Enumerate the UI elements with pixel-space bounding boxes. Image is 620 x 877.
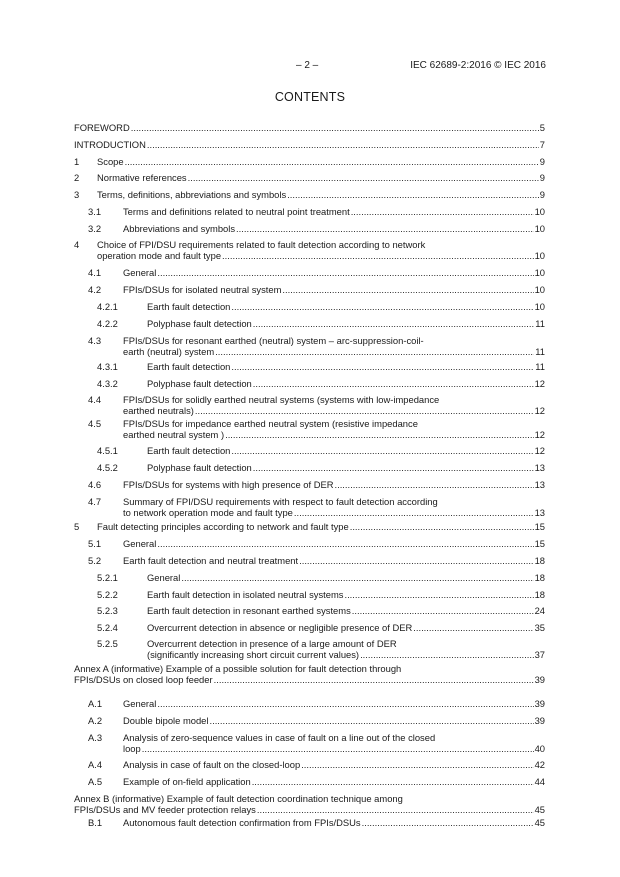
dot-leader <box>299 555 533 567</box>
toc-entry-number: 4.3.2 <box>97 378 118 389</box>
dot-leader <box>125 156 539 168</box>
toc-entry-title: Terms and definitions related to neutral point treatment <box>123 206 350 217</box>
toc-entry-page: 10 <box>534 223 545 234</box>
toc-entry-title: FPIs/DSUs for impedance earthed neutral system (resistive impedance <box>123 418 418 429</box>
toc-entry-title: Earth fault detection in resonant earthed systems <box>147 605 351 616</box>
toc-entry-title-continued: operation mode and fault type <box>97 250 222 261</box>
toc-entry-title: Polyphase fault detection <box>147 318 252 329</box>
toc-entry-number: 4.5 <box>88 418 102 429</box>
toc-entry-page: 12 <box>534 445 545 456</box>
toc-entry-number: 5.2 <box>88 555 102 566</box>
dot-leader <box>195 405 534 417</box>
toc-entry-page: 13 <box>534 507 545 518</box>
dot-leader <box>157 538 533 550</box>
toc-entry-title: Overcurrent detection in absence or negligible presence of DER <box>147 622 413 633</box>
toc-entry-title: INTRODUCTION <box>74 139 146 150</box>
toc-entry-number: 3.1 <box>88 206 102 217</box>
dot-leader <box>231 301 533 313</box>
dot-leader <box>362 817 534 829</box>
toc-entry-number: 4 <box>74 239 80 250</box>
toc-entry-title: Choice of FPI/DSU requirements related to fault detection according to network <box>97 239 426 250</box>
toc-entry-page: 39 <box>534 674 545 685</box>
toc-entry-title-continued: earthed neutrals) <box>123 405 194 416</box>
toc-entry-title: Double bipole model <box>123 715 209 726</box>
dot-leader <box>287 189 539 201</box>
toc-entry-page: 10 <box>534 284 545 295</box>
toc-entry-number: B.1 <box>88 817 103 828</box>
dot-leader <box>252 776 534 788</box>
dot-leader <box>334 479 533 491</box>
toc-entry-title: FPIs/DSUs for isolated neutral system <box>123 284 282 295</box>
dot-leader <box>351 206 534 218</box>
toc-entry-page: 11 <box>535 318 545 329</box>
toc-entry-page: 40 <box>534 743 545 754</box>
toc-entry-page: 39 <box>534 715 545 726</box>
toc-entry-number: 4.2.1 <box>97 301 118 312</box>
toc-entry-number: A.2 <box>88 715 103 726</box>
toc-entry-number: 3.2 <box>88 223 102 234</box>
toc-entry-number: 4.4 <box>88 394 102 405</box>
toc-entry-page: 35 <box>534 622 545 633</box>
toc-entry-title: FPIs/DSUs for solidly earthed neutral systems (systems with low-impedance <box>123 394 440 405</box>
toc-entry-page: 12 <box>534 405 545 416</box>
toc-entry-page: 11 <box>535 361 545 372</box>
toc-entry-number: 4.3 <box>88 335 102 346</box>
dot-leader <box>157 698 533 710</box>
toc-entry-number: 5.2.1 <box>97 572 118 583</box>
dot-leader <box>225 429 533 441</box>
dot-leader <box>188 172 539 184</box>
dot-leader <box>253 378 534 390</box>
dot-leader <box>131 122 539 134</box>
dot-leader <box>147 139 539 151</box>
dot-leader <box>231 361 534 373</box>
toc-entry-page: 45 <box>534 817 545 828</box>
dot-leader <box>344 589 533 601</box>
toc-entry-number: 4.1 <box>88 267 102 278</box>
toc-entry-page: 11 <box>535 346 545 357</box>
standard-reference: IEC 62689-2:2016 © IEC 2016 <box>410 60 546 71</box>
toc-entry-number: A.4 <box>88 759 103 770</box>
toc-entry-title: Autonomous fault detection confirmation from FPIs/DSUs <box>123 817 361 828</box>
toc-entry-title-continued: FPIs/DSUs on closed loop feeder <box>74 674 213 685</box>
toc-entry-number: 3 <box>74 189 80 200</box>
toc-entry-title: Annex B (informative) Example of fault detection coordination technique among <box>74 793 403 804</box>
toc-entry-number: 4.7 <box>88 496 102 507</box>
dot-leader <box>181 572 533 584</box>
toc-entry-number: 5.2.4 <box>97 622 118 633</box>
dot-leader <box>352 605 534 617</box>
toc-entry-title-continued: earth (neutral) system <box>123 346 215 357</box>
toc-entry-title: Fault detecting principles according to network and fault type <box>97 521 349 532</box>
dot-leader <box>215 346 534 358</box>
toc-entry-number: 4.5.2 <box>97 462 118 473</box>
toc-entry-title: Earth fault detection <box>147 301 231 312</box>
toc-entry-title-continued: FPIs/DSUs and MV feeder protection relays <box>74 804 256 815</box>
toc-entry-title-continued: loop <box>123 743 141 754</box>
toc-entry-page: 5 <box>539 122 545 133</box>
toc-entry-page: 15 <box>534 538 545 549</box>
toc-entry-number: 4.3.1 <box>97 361 118 372</box>
dot-leader <box>257 804 534 816</box>
toc-entry-page: 24 <box>534 605 545 616</box>
toc-entry-title-continued: to network operation mode and fault type <box>123 507 293 518</box>
dot-leader <box>209 715 533 727</box>
toc-entry-title: Abbreviations and symbols <box>123 223 236 234</box>
toc-entry-page: 10 <box>534 250 545 261</box>
toc-entry-title: Overcurrent detection in presence of a large amount of DER <box>147 638 397 649</box>
dot-leader <box>214 674 534 686</box>
toc-entry-title: Analysis in case of fault on the closed-loop <box>123 759 301 770</box>
toc-entry-page: 42 <box>534 759 545 770</box>
toc-entry-title-continued: earthed neutral system ) <box>123 429 225 440</box>
toc-entry-number: 5.2.3 <box>97 605 118 616</box>
toc-entry-title: Earth fault detection <box>147 361 231 372</box>
toc-entry-page: 18 <box>534 555 545 566</box>
dot-leader <box>253 318 535 330</box>
toc-entry-number: 1 <box>74 156 80 167</box>
toc-entry-number: 5 <box>74 521 80 532</box>
toc-entry-title: FOREWORD <box>74 122 130 133</box>
page-header <box>0 60 620 74</box>
toc-entry-page: 39 <box>534 698 545 709</box>
toc-entry-page: 18 <box>534 572 545 583</box>
toc-entry-title: Summary of FPI/DSU requirements with respect to fault detection according <box>123 496 438 507</box>
toc-entry-number: 5.2.5 <box>97 638 118 649</box>
toc-entry-title: Polyphase fault detection <box>147 378 252 389</box>
toc-entry-number: A.1 <box>88 698 103 709</box>
dot-leader <box>360 649 534 661</box>
toc-entry-title: Normative references <box>97 172 187 183</box>
toc-entry-number: A.3 <box>88 732 103 743</box>
toc-entry-page: 9 <box>539 172 545 183</box>
toc-entry-title: Polyphase fault detection <box>147 462 252 473</box>
toc-entry-number: 2 <box>74 172 80 183</box>
page-number: – 2 – <box>296 60 319 71</box>
toc-entry-page: 12 <box>534 429 545 440</box>
toc-entry-page: 9 <box>539 189 545 200</box>
toc-entry-page: 44 <box>534 776 545 787</box>
toc-entry-title: General <box>123 267 157 278</box>
toc-entry-title: Earth fault detection <box>147 445 231 456</box>
dot-leader <box>413 622 533 634</box>
toc-entry-page: 10 <box>534 267 545 278</box>
toc-entry-page: 10 <box>534 301 545 312</box>
toc-entry-page: 12 <box>534 378 545 389</box>
toc-entry-page: 7 <box>539 139 545 150</box>
toc-entry-title: General <box>123 698 157 709</box>
page-title: CONTENTS <box>274 90 346 104</box>
toc-entry-title: General <box>123 538 157 549</box>
toc-entry-title: Terms, definitions, abbreviations and symbols <box>97 189 287 200</box>
toc-entry-page: 45 <box>534 804 545 815</box>
toc-entry-number: 4.5.1 <box>97 445 118 456</box>
toc-entry-number: 4.2.2 <box>97 318 118 329</box>
toc-entry-title: FPIs/DSUs for systems with high presence of DER <box>123 479 334 490</box>
toc-entry-number: A.5 <box>88 776 103 787</box>
toc-entry-page: 13 <box>534 462 545 473</box>
dot-leader <box>253 462 534 474</box>
dot-leader <box>157 267 533 279</box>
toc-entry-number: 5.2.2 <box>97 589 118 600</box>
toc-entry-page: 13 <box>534 479 545 490</box>
toc-entry-title: FPIs/DSUs for resonant earthed (neutral) system – arc-suppression-coil- <box>123 335 424 346</box>
toc-entry-page: 15 <box>534 521 545 532</box>
toc-entry-page: 37 <box>534 649 545 660</box>
dot-leader <box>142 743 534 755</box>
dot-leader <box>236 223 534 235</box>
toc-entry-title: Scope <box>97 156 124 167</box>
dot-leader <box>301 759 533 771</box>
dot-leader <box>282 284 533 296</box>
toc-entry-title: Earth fault detection and neutral treatment <box>123 555 299 566</box>
dot-leader <box>350 521 534 533</box>
dot-leader <box>231 445 533 457</box>
toc-entry-page: 10 <box>534 206 545 217</box>
toc-entry-title: General <box>147 572 181 583</box>
toc-entry-number: 4.6 <box>88 479 102 490</box>
toc-entry-title-continued: (significantly increasing short circuit current values) <box>147 649 360 660</box>
toc-entry-title: Earth fault detection in isolated neutral systems <box>147 589 344 600</box>
dot-leader <box>294 507 534 519</box>
toc-entry-title: Analysis of zero-sequence values in case of fault on a line out of the closed <box>123 732 436 743</box>
toc-entry-number: 5.1 <box>88 538 102 549</box>
toc-entry-title: Annex A (informative) Example of a possible solution for fault detection through <box>74 663 402 674</box>
toc-entry-title: Example of on-field application <box>123 776 251 787</box>
toc-entry-page: 18 <box>534 589 545 600</box>
toc-entry-page: 9 <box>539 156 545 167</box>
toc-entry-number: 4.2 <box>88 284 102 295</box>
dot-leader <box>222 250 534 262</box>
